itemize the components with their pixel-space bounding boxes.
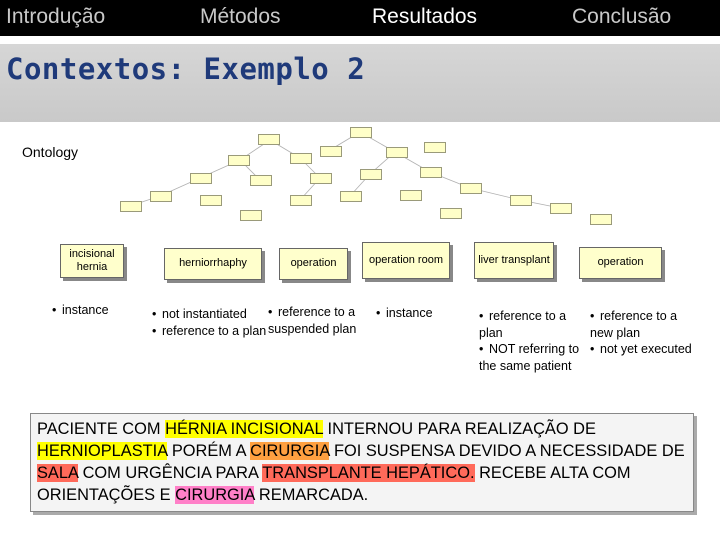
slide-title: Contextos: Exemplo 2: [6, 52, 366, 86]
concept-notes-herniorrhaphy: [152, 306, 274, 339]
concept-note: • instance: [376, 305, 433, 322]
ontology-label: Ontology: [22, 144, 79, 160]
ontology-node: [350, 127, 372, 138]
concept-note: • reference to a new plan: [590, 308, 702, 341]
concept-notes-operation-room: [376, 305, 433, 322]
ontology-node: [340, 191, 362, 202]
concept-note: • reference to a plan: [479, 308, 585, 341]
nav-item-conclusao[interactable]: Conclusão: [572, 5, 672, 28]
ontology-node: [400, 190, 422, 201]
concept-note: • reference to a suspended plan: [268, 304, 368, 337]
nav-item-resultados[interactable]: Resultados: [372, 5, 478, 28]
concept-notes-operation: [268, 304, 368, 337]
concept-box-operation-room: operation room: [362, 242, 450, 279]
concept-note: • reference to a plan: [152, 323, 274, 340]
ontology-node: [228, 155, 250, 166]
nav-item-metodos[interactable]: Métodos: [200, 5, 281, 28]
ontology-node: [190, 173, 212, 184]
text-segment: PORÉM A: [167, 442, 251, 460]
highlight-incisional-hernia: HÉRNIA INCISIONAL: [165, 420, 323, 438]
concept-note: • NOT referring to the same patient: [479, 341, 585, 374]
ontology-node: [290, 153, 312, 164]
ontology-node: [200, 195, 222, 206]
clinical-text-box: [30, 413, 694, 512]
text-segment: REMARCADA.: [254, 486, 369, 504]
highlight-cirurgia: CIRURGIA: [250, 442, 330, 460]
concept-note: • not instantiated: [152, 306, 274, 323]
text-segment: COM URGÊNCIA PARA: [78, 464, 263, 482]
ontology-node: [386, 147, 408, 158]
concept-box-operation: operation: [279, 248, 348, 280]
ontology-node: [590, 214, 612, 225]
ontology-node: [550, 203, 572, 214]
concept-note: • instance: [52, 302, 109, 319]
ontology-node: [510, 195, 532, 206]
nav-item-introducao[interactable]: Introdução: [6, 5, 106, 28]
ontology-node: [360, 169, 382, 180]
ontology-node: [240, 210, 262, 221]
ontology-node: [420, 167, 442, 178]
concept-box-incisional-hernia: incisional hernia: [60, 244, 124, 278]
highlight-transplante-hepatico: TRANSPLANTE HEPÁTICO.: [262, 464, 475, 482]
text-segment: INTERNOU PARA REALIZAÇÃO DE: [322, 420, 596, 438]
text-segment: FOI SUSPENSA DEVIDO A NECESSIDADE DE: [329, 442, 685, 460]
ontology-node: [290, 195, 312, 206]
concept-notes-operation-2: [590, 308, 702, 358]
concept-box-liver-transplant: liver transplant: [474, 242, 554, 279]
text-segment: RECEBE ALTA COM ORIENTAÇÕES E: [37, 464, 631, 504]
ontology-node: [310, 173, 332, 184]
concept-notes-incisional-hernia: [52, 302, 109, 319]
highlight-cirurgia-remarcada: CIRURGIA: [175, 486, 255, 504]
clinical-text: [37, 418, 687, 506]
ontology-node: [120, 201, 142, 212]
ontology-node: [460, 183, 482, 194]
ontology-node: [258, 134, 280, 145]
ontology-node: [424, 142, 446, 153]
highlight-hernioplastia: HERNIOPLASTIA: [37, 442, 168, 460]
highlight-sala: SALA: [37, 464, 79, 482]
concept-box-operation-2: operation: [579, 247, 662, 279]
concept-box-herniorrhaphy: herniorrhaphy: [164, 248, 262, 280]
ontology-node: [150, 191, 172, 202]
concept-note: • not yet executed: [590, 341, 702, 358]
ontology-node: [440, 208, 462, 219]
ontology-node: [320, 146, 342, 157]
concept-notes-liver-transplant: [479, 308, 585, 375]
ontology-node: [250, 175, 272, 186]
text-segment: PACIENTE COM: [37, 420, 166, 438]
